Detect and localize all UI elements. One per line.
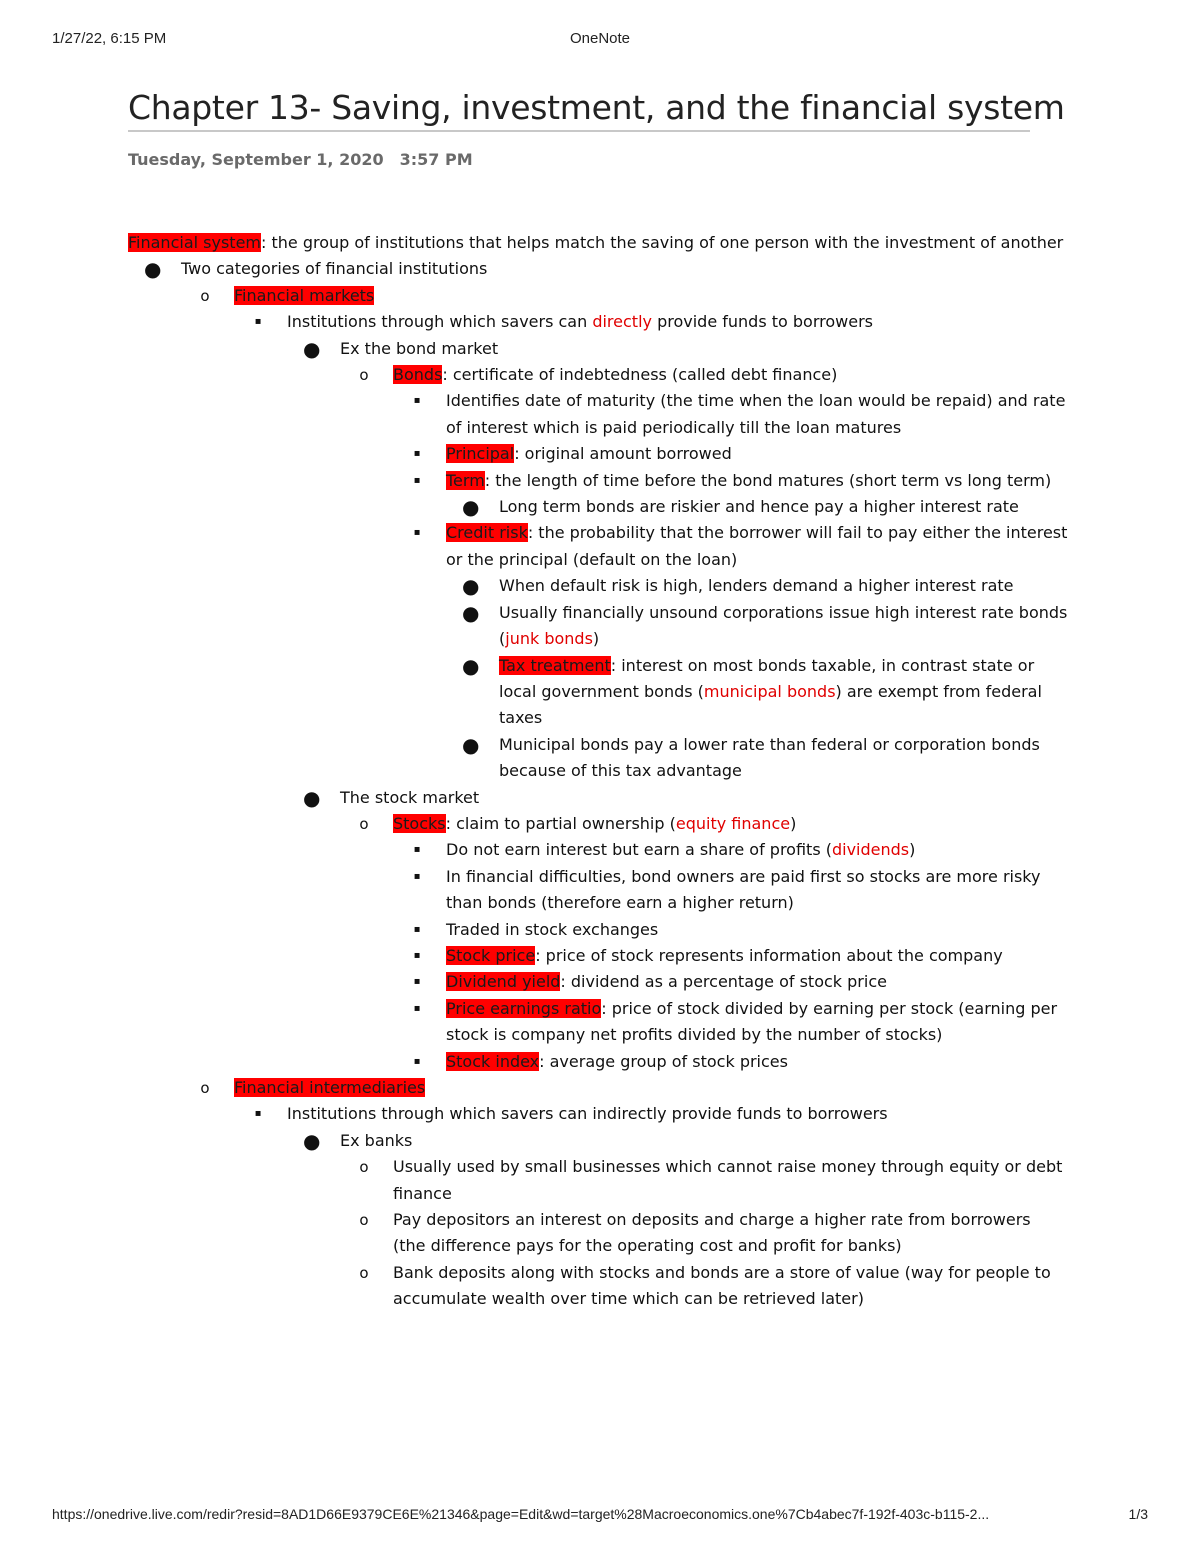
bullet-disc-icon: ●	[462, 732, 480, 757]
highlighted-term: Price earnings ratio	[446, 998, 602, 1018]
bullet-disc-icon: ●	[303, 785, 321, 810]
note-text: Bank deposits along with stocks and bonds are a store of value (way for people to accumulate wealth over time which can be retrieved later)	[393, 1262, 1051, 1309]
print-datetime: 1/27/22, 6:15 PM	[52, 30, 167, 47]
note-text: In financial difficulties, bond owners are paid first so stocks are more risky than bonds (therefore earn a higher return)	[446, 866, 1041, 913]
note-text: : the length of time before the bond matures (short term vs long term)	[484, 470, 1052, 490]
note-text: : claim to partial ownership (	[445, 813, 676, 833]
note-text: : the probability that the borrower will fail to pay either the interest or the principal (default on the loan)	[446, 523, 1068, 569]
note-text: Pay depositors an interest on deposits and charge a higher rate from borrowers (the difference pays for the operating cost and profit for banks)	[393, 1210, 1031, 1256]
highlighted-term: Tax treatment	[499, 655, 611, 675]
bullet-square-icon: ▪	[413, 448, 421, 460]
outline-item[interactable]	[128, 785, 1068, 811]
note-text: Traded in stock exchanges	[446, 919, 659, 939]
bullet-disc-icon: ●	[462, 574, 480, 599]
outline-item[interactable]	[128, 520, 1068, 573]
print-app-name: OneNote	[569, 30, 631, 47]
outline-item[interactable]	[128, 256, 1068, 282]
highlighted-term: Financial system	[128, 233, 261, 252]
bullet-square-icon: ▪	[413, 844, 421, 856]
note-text: Long term bonds are riskier and hence pay a higher interest rate	[499, 497, 1019, 517]
outline-item[interactable]	[128, 653, 1068, 732]
highlighted-term: Stock index	[446, 1051, 540, 1071]
note-text: The stock market	[340, 787, 480, 807]
red-text: dividends	[831, 840, 910, 860]
outline-item[interactable]	[128, 494, 1068, 520]
bullet-circle-icon: o	[359, 1211, 369, 1230]
footer-page-number: 1/3	[1128, 1506, 1148, 1522]
page-time: 3:57 PM	[399, 150, 473, 169]
bullet-circle-icon: o	[359, 1158, 369, 1177]
note-text: Usually used by small businesses which cannot raise money through equity or debt finance	[393, 1157, 1063, 1203]
note-text: provide funds to borrowers	[651, 312, 873, 332]
highlighted-term: Stock price	[446, 945, 536, 965]
red-text: municipal bonds	[703, 681, 836, 701]
note-text: : average group of stock prices	[539, 1051, 788, 1071]
bullet-circle-icon: o	[359, 366, 369, 385]
highlighted-term: Bonds	[393, 365, 443, 385]
note-text: ) are exempt from federal taxes	[499, 681, 1042, 728]
highlighted-term: Financial intermediaries	[234, 1078, 426, 1097]
outline-item[interactable]	[128, 1260, 1068, 1313]
note-text: Identifies date of maturity (the time when the loan would be repaid) and rate of interest which is paid periodically till the loan matures	[446, 391, 1066, 437]
note-text: Two categories of financial institutions	[181, 259, 488, 279]
outline-item[interactable]	[128, 441, 1068, 467]
outline-item[interactable]	[128, 1075, 1068, 1101]
footer-url: https://onedrive.live.com/redir?resid=8AD1D66E9379CE6E%21346&page=Edit&wd=target%28Macroeconomics.one%7Cb4abec7f-192f-403c-b115-2...	[52, 1506, 990, 1522]
bullet-square-icon: ▪	[413, 1055, 421, 1067]
outline-item[interactable]	[128, 362, 1068, 388]
bullet-square-icon: ▪	[413, 923, 421, 935]
outline-item[interactable]	[128, 573, 1068, 599]
note-text: : certificate of indebtedness (called debt finance)	[442, 365, 838, 385]
bullet-disc-icon: ●	[303, 1128, 321, 1153]
highlighted-term: Financial markets	[234, 285, 375, 305]
red-text: directly	[592, 312, 652, 332]
highlighted-term: Principal	[446, 444, 515, 464]
highlighted-term: Credit risk	[446, 523, 528, 543]
outline-item[interactable]	[128, 1154, 1068, 1207]
outline-item[interactable]	[128, 1049, 1068, 1075]
outline-item[interactable]	[128, 996, 1068, 1049]
page-datetime	[128, 150, 473, 169]
bullet-disc-icon: ●	[303, 336, 321, 361]
bullet-circle-icon: o	[359, 1263, 369, 1282]
note-text: Municipal bonds pay a lower rate than federal or corporation bonds because of this tax advantage	[499, 734, 1040, 781]
note-text: : interest on most bonds taxable, in contrast state or local government bonds (	[499, 655, 1035, 701]
bullet-square-icon: ▪	[254, 316, 262, 328]
outline-item[interactable]	[128, 388, 1068, 441]
bullet-circle-icon: o	[359, 814, 369, 833]
bullet-circle-icon: o	[200, 286, 210, 305]
outline-item[interactable]	[128, 969, 1068, 995]
red-text: junk bonds	[505, 629, 593, 649]
bullet-circle-icon: o	[200, 1079, 210, 1097]
outline-item[interactable]	[128, 811, 1068, 837]
outline-item[interactable]	[128, 230, 1068, 256]
note-text: : price of stock divided by earning per stock (earning per stock is company net profits divided by the number of stocks)	[446, 998, 1058, 1045]
bullet-square-icon: ▪	[413, 949, 421, 961]
red-text: equity finance	[675, 813, 791, 833]
outline-item[interactable]	[128, 600, 1068, 653]
bullet-square-icon: ▪	[413, 474, 421, 486]
outline-item[interactable]	[128, 1207, 1068, 1260]
bullet-square-icon: ▪	[413, 1002, 421, 1014]
outline-item[interactable]	[128, 917, 1068, 943]
bullet-square-icon: ▪	[413, 395, 421, 407]
note-text: Ex banks	[340, 1130, 413, 1150]
outline-item[interactable]	[128, 943, 1068, 969]
note-text: Usually financially unsound corporations issue high interest rate bonds (	[499, 602, 1068, 649]
highlighted-term: Stocks	[393, 813, 446, 833]
note-text: : price of stock represents information about the company	[535, 945, 1003, 965]
outline-item[interactable]	[128, 309, 1068, 335]
bullet-square-icon: ▪	[413, 527, 421, 539]
bullet-disc-icon: ●	[144, 257, 162, 282]
note-text: : dividend as a percentage of stock price	[560, 972, 887, 992]
outline-item[interactable]	[128, 864, 1068, 917]
note-text: Institutions through which savers can	[287, 312, 593, 332]
note-text: Do not earn interest but earn a share of profits (	[446, 840, 832, 860]
note-outline[interactable]	[128, 230, 1068, 1313]
bullet-square-icon: ▪	[413, 870, 421, 882]
outline-item[interactable]	[128, 1128, 1068, 1154]
page-title[interactable]: Chapter 13- Saving, investment, and the financial system	[128, 88, 1030, 132]
note-text: : the group of institutions that helps match the saving of one person with the investment of another	[261, 233, 1064, 252]
bullet-square-icon: ▪	[413, 976, 421, 988]
note-text: )	[592, 629, 600, 649]
note-text: When default risk is high, lenders demand a higher interest rate	[499, 576, 1014, 596]
outline-item[interactable]	[128, 732, 1068, 785]
note-text: : original amount borrowed	[514, 444, 732, 464]
outline-item[interactable]	[128, 468, 1068, 494]
bullet-disc-icon: ●	[462, 600, 480, 625]
outline-item[interactable]	[128, 336, 1068, 362]
outline-item[interactable]	[128, 837, 1068, 863]
highlighted-term: Term	[446, 470, 485, 490]
bullet-disc-icon: ●	[462, 495, 480, 520]
page-date: Tuesday, September 1, 2020	[128, 150, 384, 169]
note-text: )	[790, 813, 797, 833]
bullet-square-icon: ▪	[254, 1108, 262, 1120]
outline-item[interactable]	[128, 283, 1068, 309]
note-text: Institutions through which savers can indirectly provide funds to borrowers	[287, 1104, 888, 1124]
note-text: Ex the bond market	[340, 338, 499, 358]
note-text: )	[909, 840, 916, 860]
highlighted-term: Dividend yield	[446, 972, 561, 992]
outline-item[interactable]	[128, 1101, 1068, 1127]
bullet-disc-icon: ●	[462, 653, 480, 678]
